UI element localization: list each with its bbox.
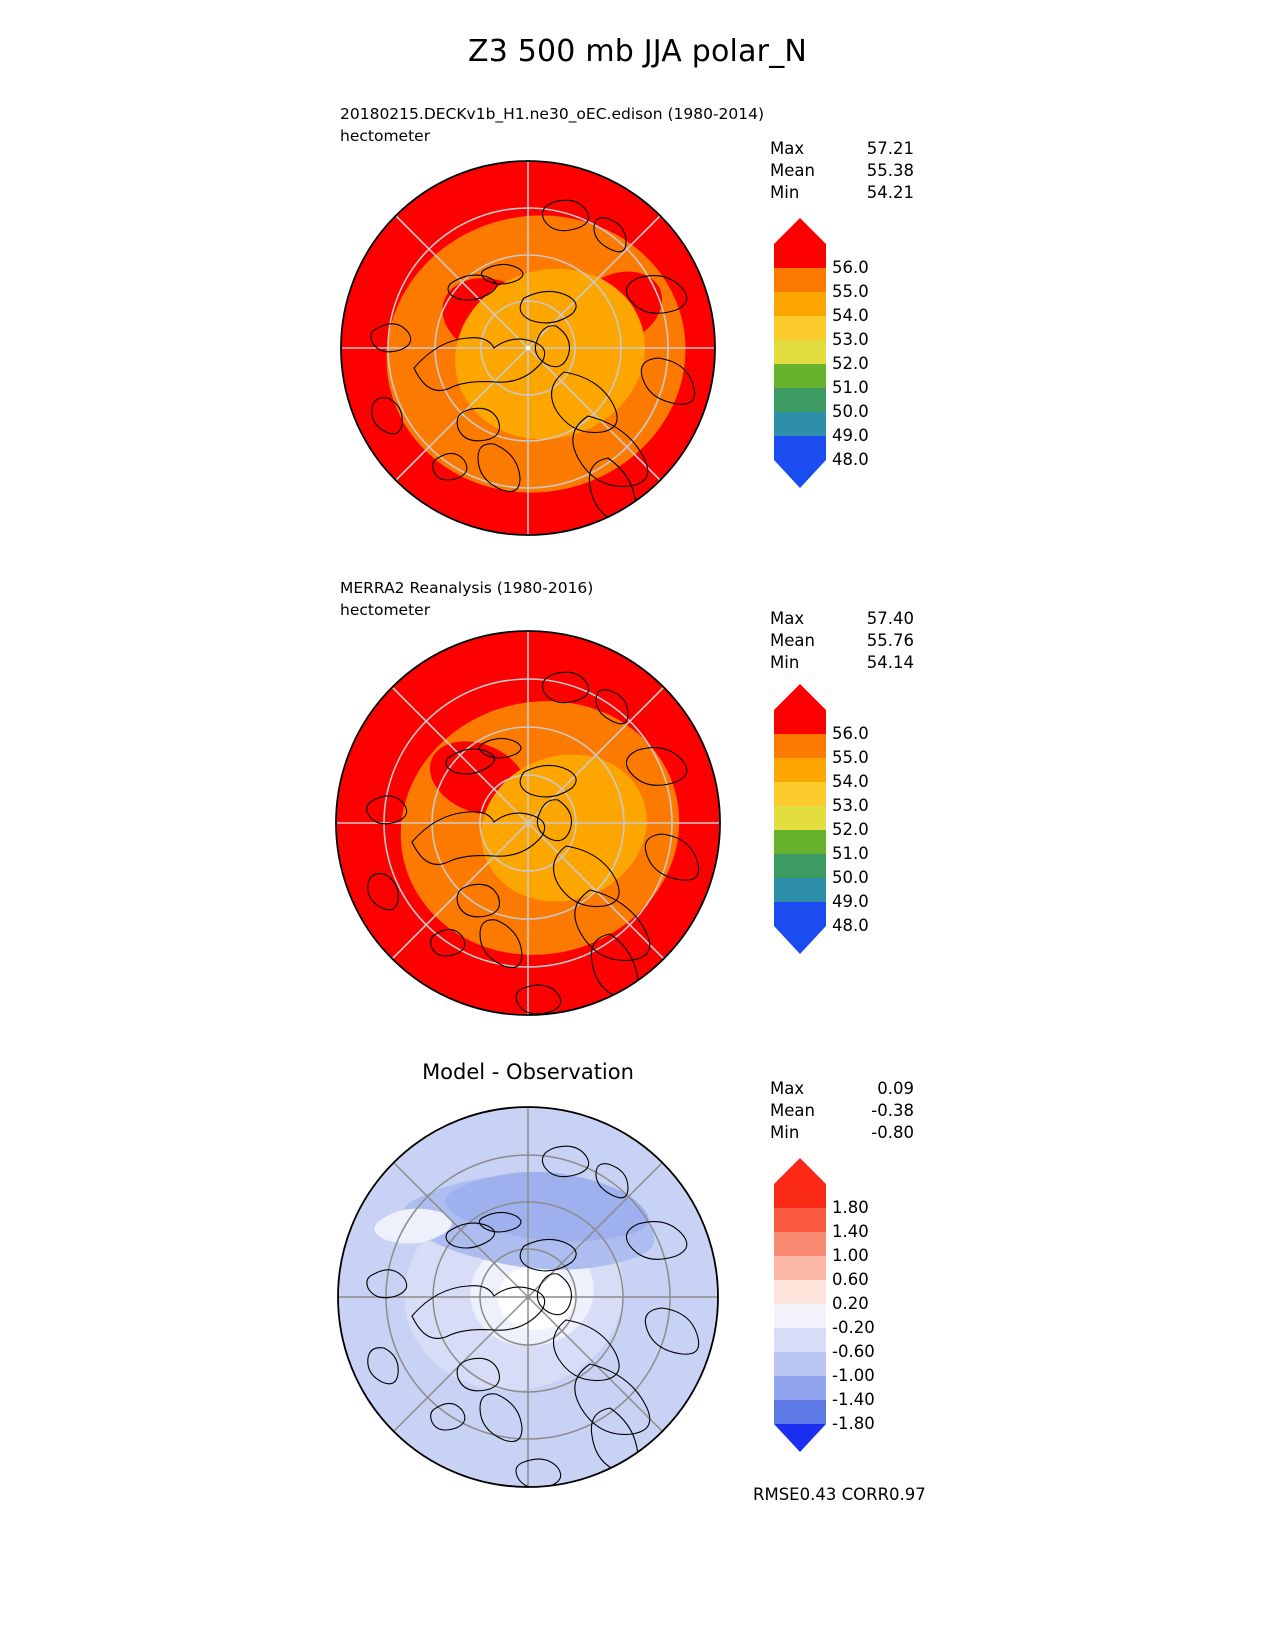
stat-label: Mean — [770, 631, 815, 650]
stat-label: Min — [770, 183, 800, 202]
stat-row — [770, 138, 914, 160]
stat-value: 55.76 — [866, 631, 914, 650]
panel-observation-caption-line1: MERRA2 Reanalysis (1980-2016) — [340, 579, 594, 597]
stat-label: RMSE — [753, 1485, 800, 1504]
colorbar-tick-label: -1.40 — [832, 1390, 875, 1409]
colorbar-tick-label: 56.0 — [832, 258, 869, 277]
stat-value: 0.43 — [799, 1485, 837, 1504]
stat-row — [770, 182, 914, 204]
colorbar-tick-label: 53.0 — [832, 796, 869, 815]
colorbar-tick-label: -0.60 — [832, 1342, 875, 1361]
stat-label: Max — [770, 139, 805, 158]
stat-row — [770, 1078, 914, 1100]
stat-label: Mean — [770, 1101, 815, 1120]
panel-difference-stats — [770, 1078, 914, 1144]
colorbar-tick-label: 50.0 — [832, 868, 869, 887]
stat-label: Max — [770, 1079, 805, 1098]
colorbar-tick-label: -0.20 — [832, 1318, 875, 1337]
colorbar-tick-label: 52.0 — [832, 820, 869, 839]
polar-map-observation — [318, 628, 738, 1018]
colorbar-tick-label: 0.60 — [832, 1270, 869, 1289]
colorbar-tick-label: 55.0 — [832, 282, 869, 301]
polar-map-difference — [318, 1102, 738, 1492]
stat-row — [770, 652, 914, 674]
stat-row — [770, 630, 914, 652]
colorbar-tick-label: 54.0 — [832, 306, 869, 325]
colorbar-tick-label: 51.0 — [832, 844, 869, 863]
page-title: Z3 500 mb JJA polar_N — [467, 34, 808, 69]
stat-row — [770, 1100, 914, 1122]
panel-model-stats — [770, 138, 914, 204]
colorbar-observation — [770, 678, 990, 968]
panel-difference-caption: Model - Observation — [422, 1060, 634, 1084]
stat-value: -0.80 — [871, 1123, 914, 1142]
stat-value: 55.38 — [866, 161, 914, 180]
colorbar-tick-label: 54.0 — [832, 772, 869, 791]
colorbar-tick-label: 51.0 — [832, 378, 869, 397]
stat-value: 54.21 — [866, 183, 914, 202]
stat-value: 0.97 — [889, 1485, 926, 1504]
panel-observation-caption-line2: hectometer — [340, 601, 431, 619]
colorbar-tick-label: 49.0 — [832, 892, 869, 911]
stat-row — [770, 1122, 914, 1144]
stat-row — [753, 1485, 836, 1504]
panel-difference — [0, 1050, 1275, 1650]
stat-label: Min — [770, 1123, 800, 1142]
stat-value: 57.21 — [866, 139, 914, 158]
stat-value: 57.40 — [866, 609, 914, 628]
colorbar-tick-label: 53.0 — [832, 330, 869, 349]
colorbar-tick-label: 0.20 — [832, 1294, 869, 1313]
panel-difference-footer-stats — [753, 1484, 926, 1506]
colorbar-tick-label: 1.40 — [832, 1222, 869, 1241]
panel-observation-stats — [770, 608, 914, 674]
colorbar-tick-label: 52.0 — [832, 354, 869, 373]
stat-label: CORR — [841, 1485, 890, 1504]
colorbar-model — [770, 212, 990, 502]
panel-model — [0, 0, 1275, 560]
stat-row — [842, 1485, 926, 1504]
polar-map-model — [318, 158, 738, 538]
colorbar-tick-label: 48.0 — [832, 450, 869, 469]
colorbar-tick-label: -1.00 — [832, 1366, 875, 1385]
colorbar-tick-label: 50.0 — [832, 402, 869, 421]
stat-label: Min — [770, 653, 800, 672]
stat-value: 54.14 — [866, 653, 914, 672]
panel-model-caption-line1: 20180215.DECKv1b_H1.ne30_oEC.edison (1980-2014) — [340, 105, 765, 123]
colorbar-tick-label: 48.0 — [832, 916, 869, 935]
stat-row — [770, 160, 914, 182]
colorbar-tick-label: 1.80 — [832, 1198, 869, 1217]
panel-observation — [0, 560, 1275, 1060]
colorbar-difference — [770, 1154, 990, 1464]
stat-row — [770, 608, 914, 630]
stat-value: -0.38 — [871, 1101, 914, 1120]
colorbar-tick-label: 49.0 — [832, 426, 869, 445]
stat-label: Max — [770, 609, 805, 628]
colorbar-tick-label: 1.00 — [832, 1246, 869, 1265]
stat-label: Mean — [770, 161, 815, 180]
colorbar-tick-label: 56.0 — [832, 724, 869, 743]
stat-value: 0.09 — [877, 1079, 914, 1098]
panel-model-caption-line2: hectometer — [340, 127, 431, 145]
colorbar-tick-label: -1.80 — [832, 1414, 875, 1433]
colorbar-tick-label: 55.0 — [832, 748, 869, 767]
